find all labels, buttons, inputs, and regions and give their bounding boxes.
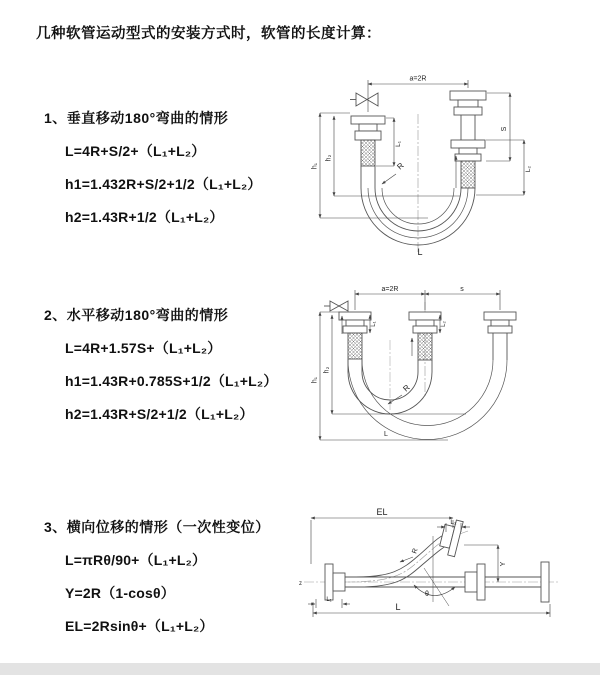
- dim-label-l1: L₁: [395, 141, 402, 147]
- section-vertical-movement: [44, 108, 322, 240]
- pipe-assembly: [325, 518, 549, 602]
- formula-line: L=πRθ/90+（L₁+L₂）: [65, 552, 207, 568]
- section-heading: 1、垂直移动180°弯曲的情形: [44, 110, 229, 126]
- label-length: L: [395, 602, 401, 612]
- dimensions: [308, 518, 550, 617]
- right-flange-moved: [484, 312, 516, 333]
- dimensions: [320, 80, 524, 218]
- formula-line: h2=1.43R+S/2+1/2（L₁+L₂）: [65, 406, 254, 422]
- diagram-vertical-180-bend: [310, 66, 552, 258]
- left-flange: [325, 564, 345, 600]
- left-flange: [351, 116, 385, 140]
- dim-label-l2: L₂: [525, 165, 532, 173]
- end-flange-plate: [541, 562, 549, 602]
- s-curve-wall: [358, 543, 452, 587]
- section-lateral-displacement: [44, 517, 322, 649]
- valve-icon: [330, 301, 348, 311]
- formula-line: h1=1.432R+S/2+1/2（L₁+L₂）: [65, 176, 262, 192]
- formula-line: h2=1.43R+1/2（L₁+L₂）: [65, 209, 224, 225]
- dim-label-h2: h₂: [323, 366, 331, 374]
- right-flange-original: [465, 564, 485, 600]
- dim-label-l2: L₂: [441, 321, 447, 327]
- diagram-lateral-displacement: [296, 500, 586, 648]
- radius-leader: [382, 174, 396, 184]
- dim-label-h1: h₁: [311, 376, 319, 384]
- label-length: L: [384, 431, 388, 438]
- dim-label-y: Y: [500, 561, 507, 567]
- scan-edge-shadow: [0, 663, 600, 675]
- dim-label-l1: L₁: [371, 321, 377, 327]
- braided-hose-left: [361, 140, 375, 166]
- formula-line: EL=2Rsinθ+（L₁+L₂）: [65, 618, 214, 634]
- page-title: 几种软管运动型式的安装方式时，软管的长度计算：: [36, 26, 381, 42]
- dim-label-a2r: a=2R: [381, 286, 399, 293]
- label-length: L: [417, 247, 423, 257]
- dim-label-l2: L₂: [450, 519, 457, 526]
- dim-label-h1: h₁: [311, 162, 319, 170]
- middle-flange: [409, 312, 441, 333]
- u-bend-second-position: [362, 360, 493, 426]
- dim-label-s: s: [460, 286, 464, 293]
- hose-assembly: [324, 301, 516, 439]
- valve-icon: [356, 93, 378, 106]
- dim-label-l1: L₁: [326, 597, 332, 603]
- section-heading: 3、横向位移的情形（一次性变位）: [44, 519, 270, 535]
- label-radius: R: [395, 160, 406, 172]
- diagram-horizontal-180-bend: [308, 282, 562, 454]
- braided-hose-left: [348, 333, 362, 359]
- u-bend-second-position: [348, 360, 507, 439]
- formula-line: L=4R+S/2+（L₁+L₂）: [65, 143, 206, 159]
- dim-label-h2: h₂: [325, 154, 333, 162]
- dim-label-el: EL: [376, 507, 388, 517]
- dim-label-a2r: a=2R: [409, 75, 427, 83]
- braided-hose-right: [461, 161, 475, 188]
- axis-mark: z: [299, 581, 302, 587]
- braided-hose-middle: [418, 333, 432, 360]
- right-flange-moved: [450, 91, 486, 115]
- label-radius: R: [411, 547, 420, 555]
- label-theta: θ: [425, 591, 429, 598]
- left-flange: [339, 312, 371, 333]
- formula-line: h1=1.43R+0.785S+1/2（L₁+L₂）: [65, 373, 278, 389]
- formula-line: L=4R+1.57S+（L₁+L₂）: [65, 340, 222, 356]
- dim-label-s: S: [501, 126, 508, 132]
- label-radius: R: [401, 382, 412, 394]
- formula-line: Y=2R（1-cosθ）: [65, 585, 175, 601]
- section-heading: 2、水平移动180°弯曲的情形: [44, 307, 229, 323]
- section-horizontal-movement: [44, 305, 322, 437]
